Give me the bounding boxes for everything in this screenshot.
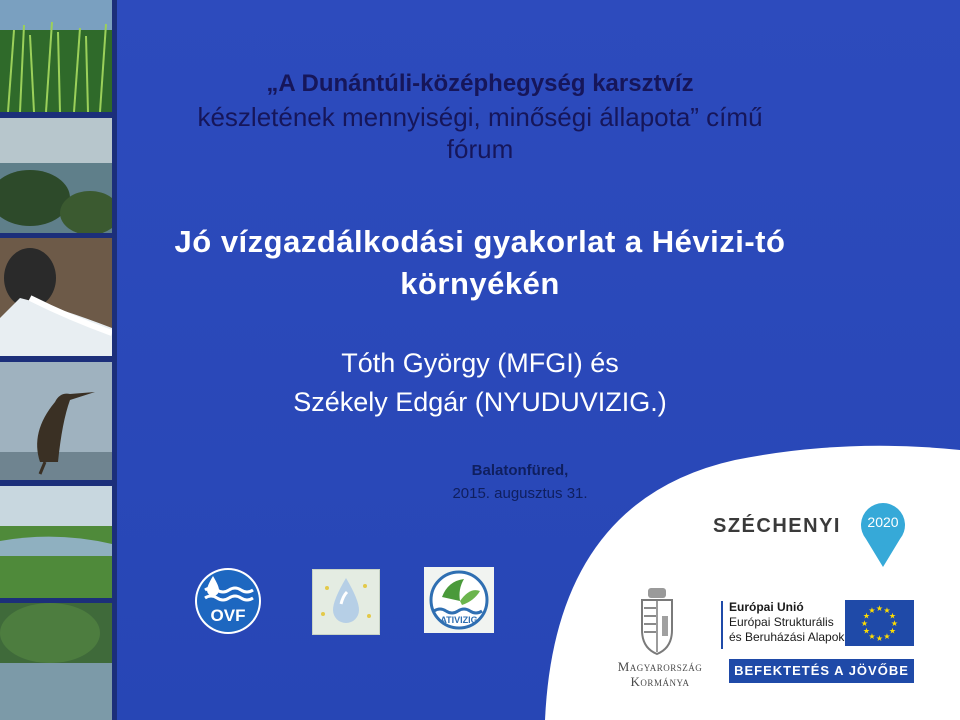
authors-line-2: Székely Edgár (NYUDUVIZIG.) xyxy=(293,387,667,417)
authors-line-1: Tóth György (MFGI) és xyxy=(341,348,619,378)
eu-star-icon: ★ xyxy=(883,631,891,641)
eu-star-icon: ★ xyxy=(860,619,869,628)
event-date: 2015. augusztus 31. xyxy=(452,485,588,502)
subtitle-line-2: környékén xyxy=(400,266,560,301)
title-line-2: készletének mennyiségi, minőségi állapota” című xyxy=(197,102,763,132)
government-line-2: Kormánya xyxy=(630,674,690,689)
marsh-photo xyxy=(0,486,112,598)
subtitle-line-1: Jó vízgazdálkodási gyakorlat a Hévizi-tó xyxy=(174,224,786,259)
title-line-1: „A Dunántúli-középhegység karsztvíz xyxy=(266,70,694,97)
eu-line-2: Európai Strukturális xyxy=(729,615,834,629)
event-place: Balatonfüred, xyxy=(471,462,569,479)
eu-star-icon: ★ xyxy=(875,604,884,613)
eu-star-icon: ★ xyxy=(888,611,897,621)
eu-line-1: Európai Unió xyxy=(729,600,804,614)
government-line-1: Magyarország xyxy=(617,659,703,674)
invest-banner: BEFEKTETÉS A JÖVŐBE xyxy=(729,659,914,683)
eu-text xyxy=(729,600,849,645)
eu-divider xyxy=(721,601,723,649)
eu-flag-icon xyxy=(845,600,914,646)
title-line-3: fórum xyxy=(446,134,514,164)
eu-star-icon: ★ xyxy=(883,606,891,616)
coat-of-arms-icon xyxy=(632,586,682,656)
ovf-logo xyxy=(193,566,263,636)
eu-star-icon: ★ xyxy=(868,606,876,616)
szechenyi-year: 2020 xyxy=(867,514,899,530)
eu-star-icon: ★ xyxy=(890,619,899,628)
eu-line-3: és Beruházási Alapok xyxy=(729,630,845,644)
eu-star-icon: ★ xyxy=(868,631,876,641)
water-drop-logo xyxy=(312,569,380,635)
szechenyi-label: SZÉCHENYI xyxy=(713,515,841,537)
eu-star-icon: ★ xyxy=(862,626,871,636)
ativizig-label: ATIVIZIG xyxy=(440,615,478,625)
lake-trees-photo xyxy=(0,603,112,720)
government-label xyxy=(605,659,715,689)
ovf-label: OVF xyxy=(210,606,246,625)
eu-star-icon: ★ xyxy=(862,611,871,621)
szechenyi-pin-icon xyxy=(858,499,908,569)
ativizig-logo xyxy=(424,567,494,633)
eu-star-icon: ★ xyxy=(888,626,897,636)
eu-star-icon: ★ xyxy=(875,634,884,643)
